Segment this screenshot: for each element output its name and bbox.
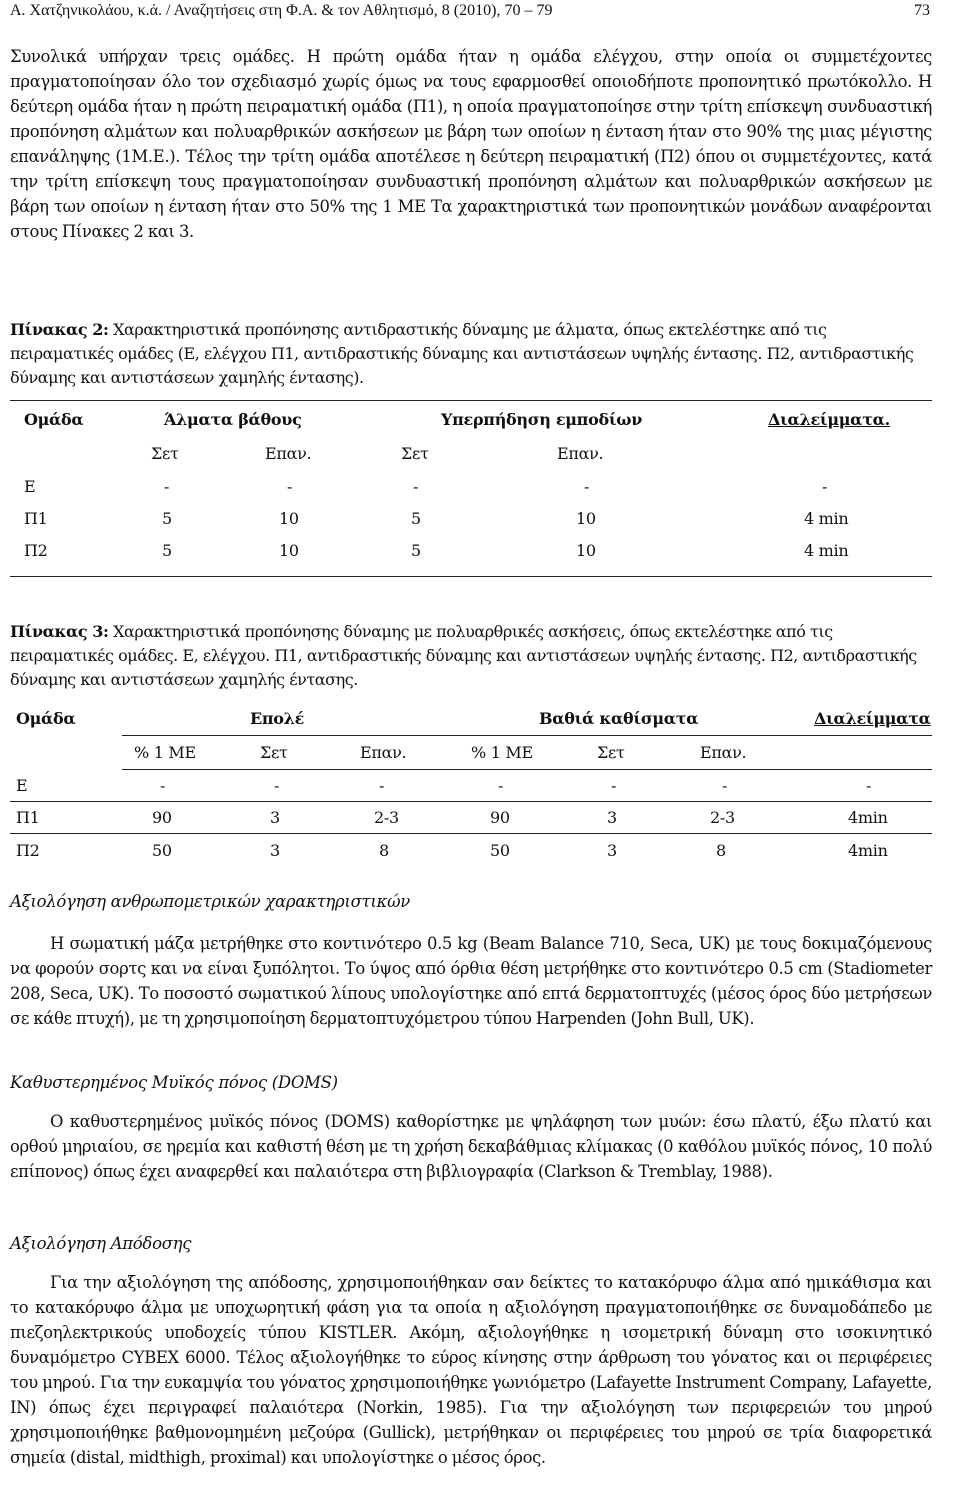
table3-header-rest: Διαλείμματα <box>814 709 931 728</box>
table3-subheader-sets: Σετ <box>260 743 288 762</box>
table3-header-rule <box>122 735 932 736</box>
table2-cell: - <box>822 477 828 496</box>
table3-cell: 50 <box>152 841 172 860</box>
table3-subheader-rule <box>122 769 932 770</box>
table3-caption-label: Πίνακας 3: <box>10 622 109 641</box>
table2-caption <box>10 318 934 390</box>
table3-cell: 8 <box>716 841 726 860</box>
table2-cell: 10 <box>576 509 596 528</box>
table3-subheader-reps: Επαν. <box>360 743 407 762</box>
table3-cell: 3 <box>607 841 617 860</box>
table3-cell: - <box>274 776 280 795</box>
table2-header-depth-jumps: Άλματα βάθους <box>164 410 302 429</box>
table-2 <box>10 400 932 582</box>
section-text-doms: Ο καθυστερημένος μυϊκός πόνος (DOMS) καθορίστηκε με ψηλάφηση των μυών: έσω πλατύ, έξω πλατύ και ορθού μηριαίου, σε ηρεμία και καθιστή θέση με τη χρήση δεκαβάθμιας κλίμακας (0 καθόλου μυϊκός πόνος, 10 πολύ επίπονος) όπως έχει αναφερθεί και παλαιότερα στη βιβλιογραφία (Clarkson & Tremblay, 1988). <box>10 1112 932 1181</box>
table3-cell: Π2 <box>16 841 40 860</box>
table3-header-group: Ομάδα <box>16 709 76 728</box>
table3-cell: - <box>498 776 504 795</box>
table3-cell: Π1 <box>16 808 40 827</box>
table3-subheader-1rm: % 1 ΜΕ <box>134 743 196 762</box>
table2-cell: 5 <box>162 509 172 528</box>
table3-cell: 4min <box>848 808 888 827</box>
table2-header-hurdle-jumps: Υπερπήδηση εμποδίων <box>441 410 643 429</box>
page-number: 73 <box>914 2 930 19</box>
table2-cell: 10 <box>279 509 299 528</box>
table-3 <box>10 707 932 875</box>
table3-row-rule <box>10 801 932 802</box>
table3-row-rule <box>10 833 932 834</box>
table2-cell: Π1 <box>24 509 48 528</box>
table2-caption-label: Πίνακας 2: <box>10 320 109 339</box>
table3-cell: - <box>866 776 872 795</box>
table2-cell: - <box>287 477 293 496</box>
table3-cell: 90 <box>490 808 510 827</box>
table2-subheader-reps: Επαν. <box>265 444 312 463</box>
table2-cell: 4 min <box>804 541 849 560</box>
table2-cell: Ε <box>24 477 36 496</box>
section-title-anthropometrics: Αξιολόγηση ανθρωπομετρικών χαρακτηριστικών <box>10 892 410 911</box>
table3-cell: - <box>379 776 385 795</box>
table2-header-rest: Διαλείμματα. <box>768 410 890 429</box>
table2-cell: - <box>164 477 170 496</box>
table3-subheader-1rm: % 1 ΜΕ <box>471 743 533 762</box>
table2-subheader-sets: Σετ <box>401 444 429 463</box>
table3-cell: 3 <box>607 808 617 827</box>
table3-cell: 50 <box>490 841 510 860</box>
table3-cell: 3 <box>270 808 280 827</box>
running-header <box>10 2 930 24</box>
table2-caption-text: Χαρακτηριστικά προπόνησης αντιδραστικής δύναμης με άλματα, όπως εκτελέστηκε από τις πειραματικές ομάδες (Ε, ελέγχου Π1, αντιδραστικής δύναμης και αντιστάσεων υψηλής έντασης. Π2, αντιδραστικής δύναμης και αντιστάσεων χαμηλής έντασης). <box>10 320 914 387</box>
table3-cell: 90 <box>152 808 172 827</box>
table2-header-group: Ομάδα <box>24 410 84 429</box>
table2-bottom-rule <box>10 576 932 577</box>
section-title-performance: Αξιολόγηση Απόδοσης <box>10 1234 192 1253</box>
section-text-performance: Για την αξιολόγηση της απόδοσης, χρησιμοποιήθηκαν σαν δείκτες το κατακόρυφο άλμα από ημικάθισμα και το κατακόρυφο άλμα με υποχωρητική φάση για τα οποία η αξιολόγηση πραγματοποιήθηκε σε δυναμοδάπεδο με πιεζοηλεκτρικούς υποδοχείς τύπου KISTLER. Ακόμη, αξιολογήθηκε η ισομετρική δύναμη στο ισοκινητικό δυναμόμετρο CYBEX 6000. Τέλος αξιολογήθηκε το εύρος κίνησης στην άρθρωση του γόνατος και οι περιφέρειες του μηρού. Για την ευκαμψία του γόνατος χρησιμοποιήθηκε γωνιόμετρο (Lafayette Instrument Company, Lafayette, IN) όπως έχει περιγραφεί παλαιότερα (Norkin, 1985). Για την αξιολόγηση των περιφερειών του μηρού χρησιμοποιήθηκε βαθμονομημένη μεζούρα (Gullick), μετρήθηκαν οι περιφέρειες του μηρού σε τρία διαφορετικά σημεία (distal, midthigh, proximal) και υπολογίστηκε ο μέσος όρος. <box>10 1273 932 1467</box>
table3-cell: 2-3 <box>374 808 399 827</box>
table3-cell: 2-3 <box>710 808 735 827</box>
table3-cell: - <box>722 776 728 795</box>
table3-cell: - <box>160 776 166 795</box>
section-text-anthropometrics: Η σωματική μάζα μετρήθηκε στο κοντινότερο 0.5 kg (Beam Balance 710, Seca, UK) με τους δοκιμαζόμενους να φορούν σορτς και να είναι ξυπόλητοι. Το ύψος από όρθια θέση μετρήθηκε στο κοντινότερο 0.5 cm (Stadiometer 208, Seca, UK). Το ποσοστό σωματικού λίπους υπολογίστηκε από επτά δερματοπτυχές (μέσος όρος δύο μετρήσεων σε κάθε πτυχή), με τη χρησιμοποίηση δερματοπτυχόμετρου τύπου Harpenden (John Bull, UK). <box>10 934 932 1028</box>
table3-header-deep-squats: Βαθιά καθίσματα <box>539 709 699 728</box>
table2-subheader-sets: Σετ <box>151 444 179 463</box>
table3-header-bench-press: Επολέ <box>250 709 305 728</box>
table2-cell: 5 <box>411 509 421 528</box>
table2-cell: 5 <box>162 541 172 560</box>
table2-cell: 5 <box>411 541 421 560</box>
table3-subheader-reps: Επαν. <box>700 743 747 762</box>
table3-cell: 4min <box>848 841 888 860</box>
table3-caption <box>10 620 934 692</box>
section-title-doms: Καθυστερημένος Μυϊκός πόνος (DOMS) <box>10 1073 338 1092</box>
table3-cell: Ε <box>16 776 28 795</box>
table2-cell: 4 min <box>804 509 849 528</box>
table2-cell: - <box>584 477 590 496</box>
table3-cell: 3 <box>270 841 280 860</box>
table3-cell: - <box>611 776 617 795</box>
table3-subheader-sets: Σετ <box>597 743 625 762</box>
table2-cell: Π2 <box>24 541 48 560</box>
table2-cell: 10 <box>576 541 596 560</box>
table2-cell: 10 <box>279 541 299 560</box>
table2-subheader-reps: Επαν. <box>557 444 604 463</box>
table3-caption-text: Χαρακτηριστικά προπόνησης δύναμης με πολυαρθρικές ασκήσεις, όπως εκτελέστηκε από τις πειραματικές ομάδες. Ε, ελέγχου. Π1, αντιδραστικής δύναμης και αντιστάσεων υψηλής έντασης. Π2, αντιδραστικής δύναμης και αντιστάσεων χαμηλής έντασης. <box>10 622 917 689</box>
intro-paragraph: Συνολικά υπήρχαν τρεις ομάδες. Η πρώτη ομάδα ήταν η ομάδα ελέγχου, στην οποία οι συμμετέχοντες πραγματοποίησαν όλο τον σχεδιασμό χωρίς όμως να τους εφαρμοσθεί οποιοδήποτε προπονητικό πρωτόκολλο. Η δεύτερη ομάδα ήταν η πρώτη πειραματική ομάδα (Π1), η οποία πραγματοποίησε στην τρίτη επίσκεψη συνδυαστική προπόνηση αλμάτων και πολυαρθρικών ασκήσεων με βάρη των οποίων η ένταση ήταν στο 90% της μιας μέγιστης επανάληψης (1Μ.Ε.). Τέλος την τρίτη ομάδα αποτέλεσε η δεύτερη πειραματική (Π2) όπου οι συμμετέχοντες, κατά την τρίτη επίσκεψη τους πραγματοποίησαν συνδυαστική προπόνηση αλμάτων και πολυαρθρικών ασκήσεων με βάρη των οποίων η ένταση ήταν στο 50% της 1 ΜΕ Τα χαρακτηριστικά των προπονητικών μονάδων αναφέρονται στους Πίνακες 2 και 3. <box>10 47 932 241</box>
table2-cell: - <box>413 477 419 496</box>
table3-cell: 8 <box>379 841 389 860</box>
running-title: Α. Χατζηνικολάου, κ.ά. / Αναζητήσεις στη Φ.Α. & τον Αθλητισμό, 8 (2010), 70 – 79 <box>10 2 553 19</box>
table2-top-rule <box>10 400 932 401</box>
